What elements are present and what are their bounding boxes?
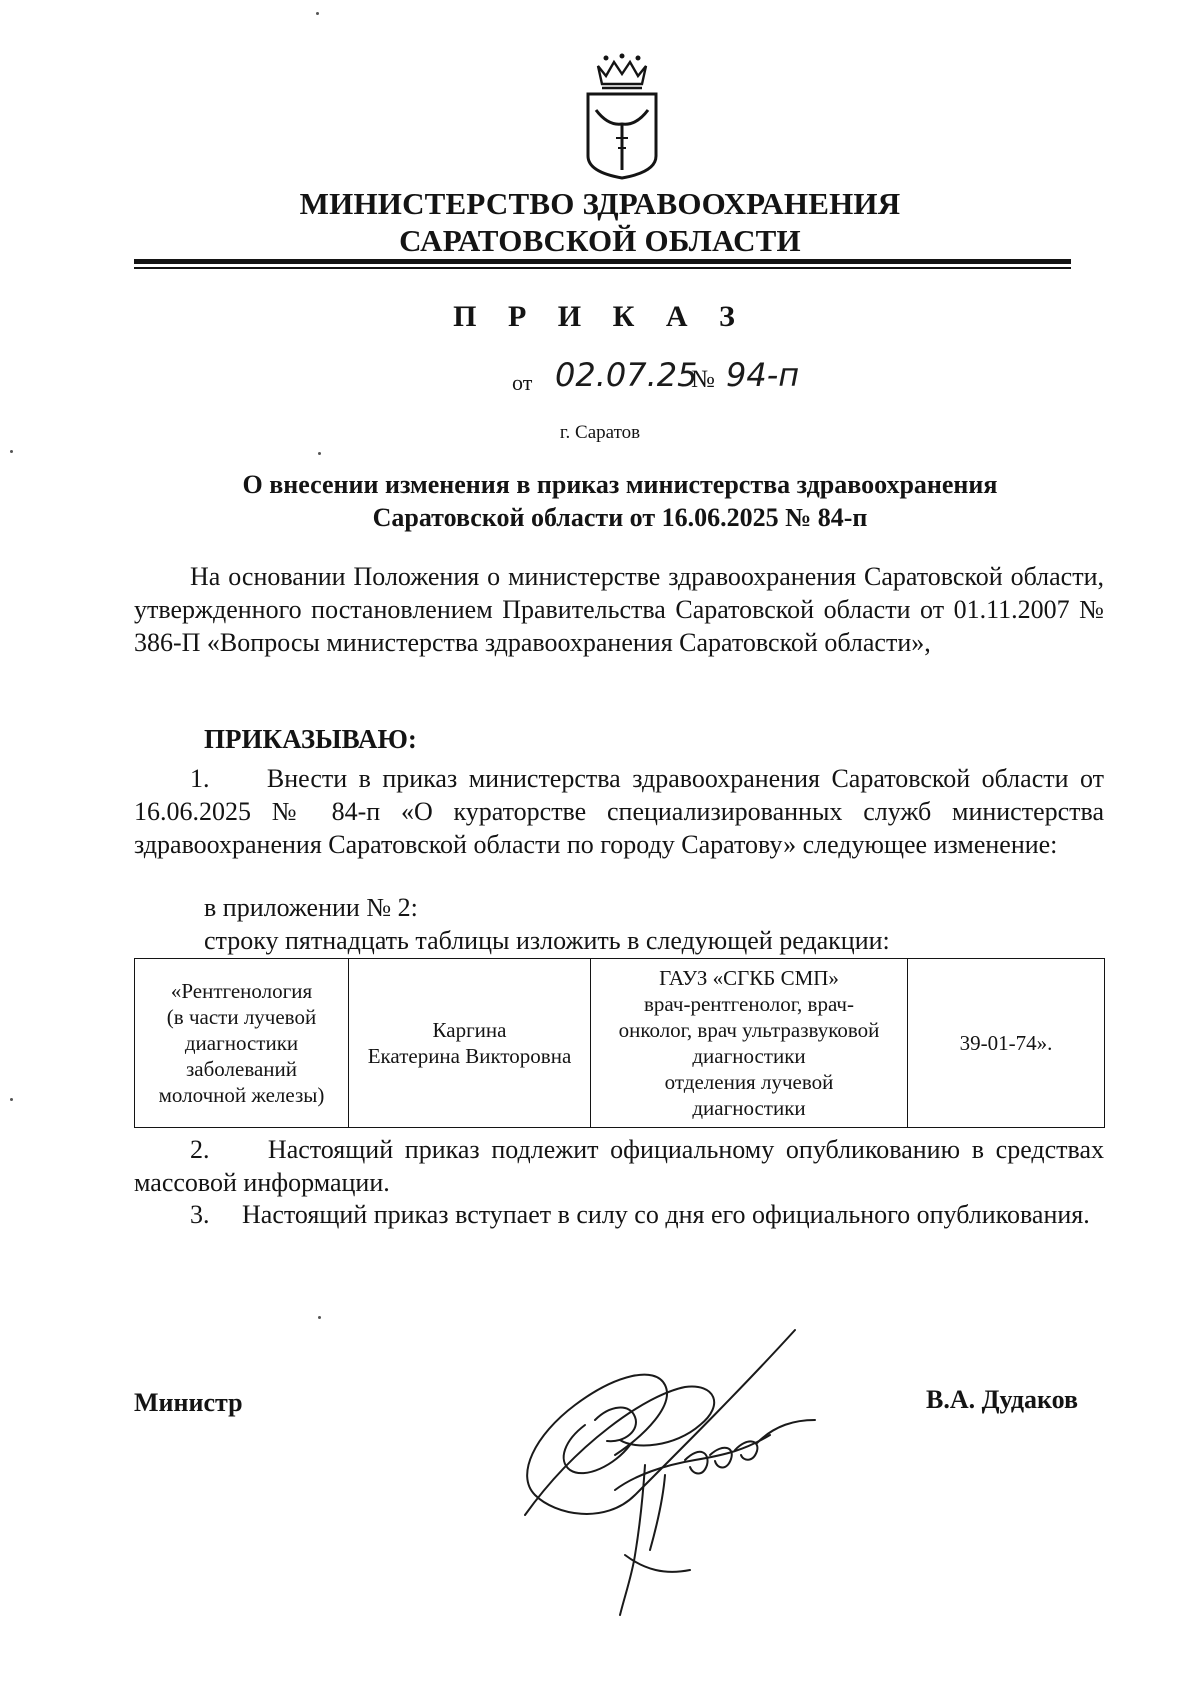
document-type: П Р И К А З [453,300,747,333]
table-cell-service: «Рентгенология (в части лучевой диагностики заболеваний молочной железы) [135,959,349,1128]
orders-heading: ПРИКАЗЫВАЮ: [204,724,417,754]
organization-name-line-2: САРАТОВСКОЙ ОБЛАСТИ [399,223,801,258]
subject-line-2: Саратовской области от 16.06.2025 № 84-п [372,503,868,532]
date-label: от [512,370,533,395]
organization-name-line-1: МИНИСТЕРСТВО ЗДРАВООХРАНЕНИЯ [299,186,901,221]
row-line: строку пятнадцать таблицы изложить в следующей редакции: [204,926,890,955]
item-2-paragraph [134,1133,1104,1199]
handwritten-signature [495,1325,860,1635]
subject-line-1: О внесении изменения в приказ министерства здравоохранения [242,470,998,499]
basis-paragraph [134,560,1104,659]
scan-speck [316,12,319,15]
scan-speck [318,452,321,455]
city: г. Саратов [559,422,641,443]
item-3-number: 3. [190,1200,210,1229]
scan-speck [318,1316,321,1319]
item-2-text: Настоящий приказ подлежит официальному опубликованию в средствах массовой информации. [134,1135,1104,1197]
item-1-paragraph [134,762,1104,861]
table-row [135,959,1105,1128]
scan-speck [10,1098,13,1101]
signatory-name: В.А. Дудаков [926,1385,1079,1414]
coat-of-arms-icon [582,52,662,182]
header-rule-thin [134,267,1071,269]
annex-line: в приложении № 2: [204,893,418,922]
scan-speck [10,450,13,453]
item-1-text: Внести в приказ министерства здравоохранения Саратовской области от 16.06.2025 № 84-п «О кураторстве специализированных служб министерства здравоохранения Саратовской области по городу Саратову» следующее изменение: [134,764,1105,859]
header-rule-thick [134,259,1071,264]
item-3-text: Настоящий приказ вступает в силу со дня его официального опубликования. [242,1200,1090,1229]
number-label: № [691,366,715,393]
handwritten-date: 02.07.25 [555,356,698,394]
item-1-number: 1. [190,764,210,793]
basis-text: На основании Положения о министерстве здравоохранения Саратовской области, утвержденного постановлением Правительства Саратовской области от 01.11.2007 № 386-П «Вопросы министерства здравоохранения Саратовской области», [134,562,1104,657]
amendment-table [134,958,1105,1128]
table-cell-curator: Каргина Екатерина Викторовна [349,959,591,1128]
signatory-title: Министр [134,1388,243,1417]
item-3-paragraph [134,1198,1104,1231]
table-cell-position: ГАУЗ «СГКБ СМП» врач-рентгенолог, врач- онколог, врач ультразвуковой диагностики отделения лучевой диагностики [591,959,908,1128]
handwritten-number: 94-п [726,356,800,394]
item-2-number: 2. [190,1135,210,1164]
table-cell-phone: 39-01-74». [908,959,1105,1128]
